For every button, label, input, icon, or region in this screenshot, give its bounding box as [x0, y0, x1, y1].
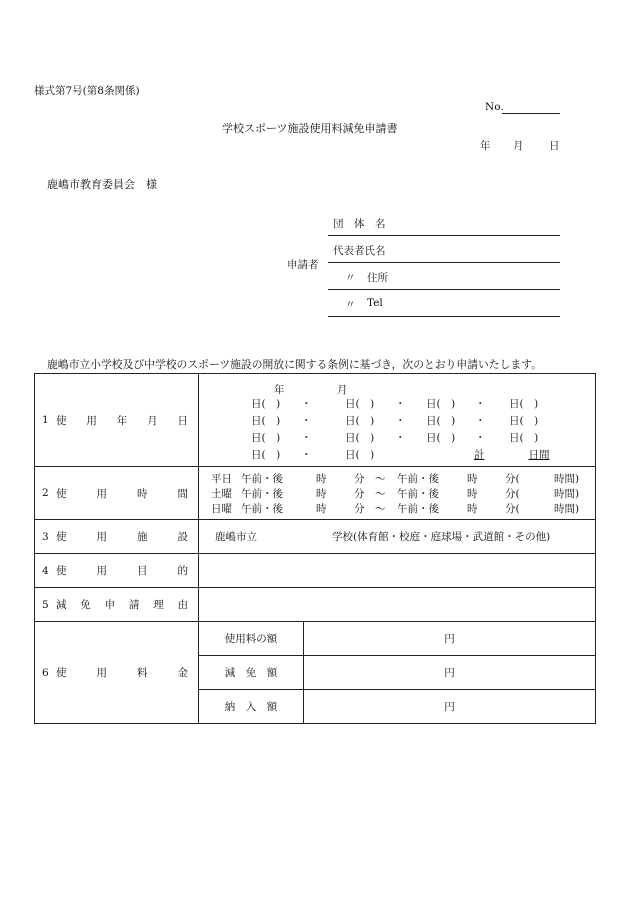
dates-cell[interactable] [199, 374, 596, 467]
purpose-field[interactable] [199, 554, 596, 588]
dot: ・ [301, 432, 312, 444]
table-row [35, 467, 596, 520]
dot: ・ [301, 415, 312, 427]
day-slot: 日( ) [509, 432, 539, 444]
time-row: 日曜 [211, 503, 232, 515]
fee-amount-field[interactable]: 円 [304, 656, 596, 690]
day-slot: 日( ) [345, 398, 375, 410]
day-slot: 日( ) [251, 415, 281, 427]
date-day: 日 [549, 140, 560, 152]
row-label-time: 2 使用時間 [35, 467, 199, 520]
day-slot: 日( ) [426, 415, 456, 427]
time-cell[interactable]: 平日 土曜 日曜 午前・後 時 分 ～ 午前・後 時 分( 時間) 午前・後 時 分 ～ 午前・後 時 分( 時間) 午前・後 時 分 ～ 午前・後 時 分( 時間) [199, 467, 596, 520]
facility-options: 学校(体育館・校庭・庭球場・武道館・その他) [332, 531, 551, 543]
table-row [35, 554, 596, 588]
intro-text: 鹿嶋市立小学校及び中学校のスポーツ施設の開放に関する条例に基づき，次のとおり申請いたします。 [47, 358, 542, 371]
reason-field[interactable] [199, 588, 596, 622]
table-row [35, 520, 596, 554]
table-row [35, 374, 596, 467]
date-year: 年 [480, 140, 491, 152]
form-title: 学校スポーツ施設使用料減免申請書 [222, 122, 398, 135]
table-row [35, 588, 596, 622]
day-slot: 日( ) [426, 432, 456, 444]
time-row: 平日 [211, 473, 232, 485]
no-label: No. [485, 101, 504, 113]
tel-line[interactable] [328, 316, 560, 317]
time-row: 土曜 [211, 488, 232, 500]
dot: ・ [395, 398, 406, 410]
table-row [35, 622, 596, 656]
addressee: 鹿嶋市教育委員会 様 [47, 178, 157, 191]
fee-label: 納 入 額 [199, 690, 304, 724]
dot: ・ [475, 398, 486, 410]
total-days: 計 日間 [474, 449, 550, 461]
facility-city: 鹿嶋市立 [215, 531, 257, 543]
day-slot: 日( ) [345, 415, 375, 427]
address-label: 住所 [367, 272, 388, 284]
dot: ・ [475, 415, 486, 427]
fee-label: 使用料の額 [199, 622, 304, 656]
dates-month-label: 月 [337, 384, 348, 396]
fee-label: 減 免 額 [199, 656, 304, 690]
day-slot: 日( ) [251, 449, 281, 461]
ditto-mark: 〃 [345, 272, 356, 284]
row-label-fee: 6 使用料金 [35, 622, 199, 724]
tel-label: Tel [367, 297, 383, 309]
address-line[interactable] [328, 289, 560, 290]
fee-amount-field[interactable]: 円 [304, 622, 596, 656]
dot: ・ [475, 432, 486, 444]
group-name-label: 団 体 名 [333, 218, 386, 230]
ditto-mark: 〃 [345, 299, 356, 311]
rep-name-line[interactable] [328, 262, 560, 263]
dates-year-label: 年 [274, 384, 285, 396]
dot: ・ [395, 415, 406, 427]
row-label-dates: 1 使用年月日 [35, 374, 199, 467]
day-slot: 日( ) [509, 398, 539, 410]
day-slot: 日( ) [345, 432, 375, 444]
dot: ・ [395, 432, 406, 444]
group-name-line[interactable] [328, 235, 560, 236]
dot: ・ [301, 398, 312, 410]
applicant-label: 申請者 [287, 259, 319, 271]
application-table [34, 373, 596, 724]
rep-name-label: 代表者氏名 [333, 245, 386, 257]
day-slot: 日( ) [251, 432, 281, 444]
no-field-line[interactable] [502, 113, 560, 114]
day-slot: 日( ) [509, 415, 539, 427]
day-slot: 日( ) [426, 398, 456, 410]
row-label-purpose: 4 使用目的 [35, 554, 199, 588]
facility-cell[interactable] [199, 520, 596, 554]
row-label-reason: 5 減免申請理由 [35, 588, 199, 622]
row-label-facility: 3 使用施設 [35, 520, 199, 554]
fee-amount-field[interactable]: 円 [304, 690, 596, 724]
form-id: 様式第7号(第8条関係) [34, 85, 140, 97]
day-slot: 日( ) [251, 398, 281, 410]
day-slot: 日( ) [345, 449, 375, 461]
date-month: 月 [513, 140, 524, 152]
dot: ・ [301, 449, 312, 461]
